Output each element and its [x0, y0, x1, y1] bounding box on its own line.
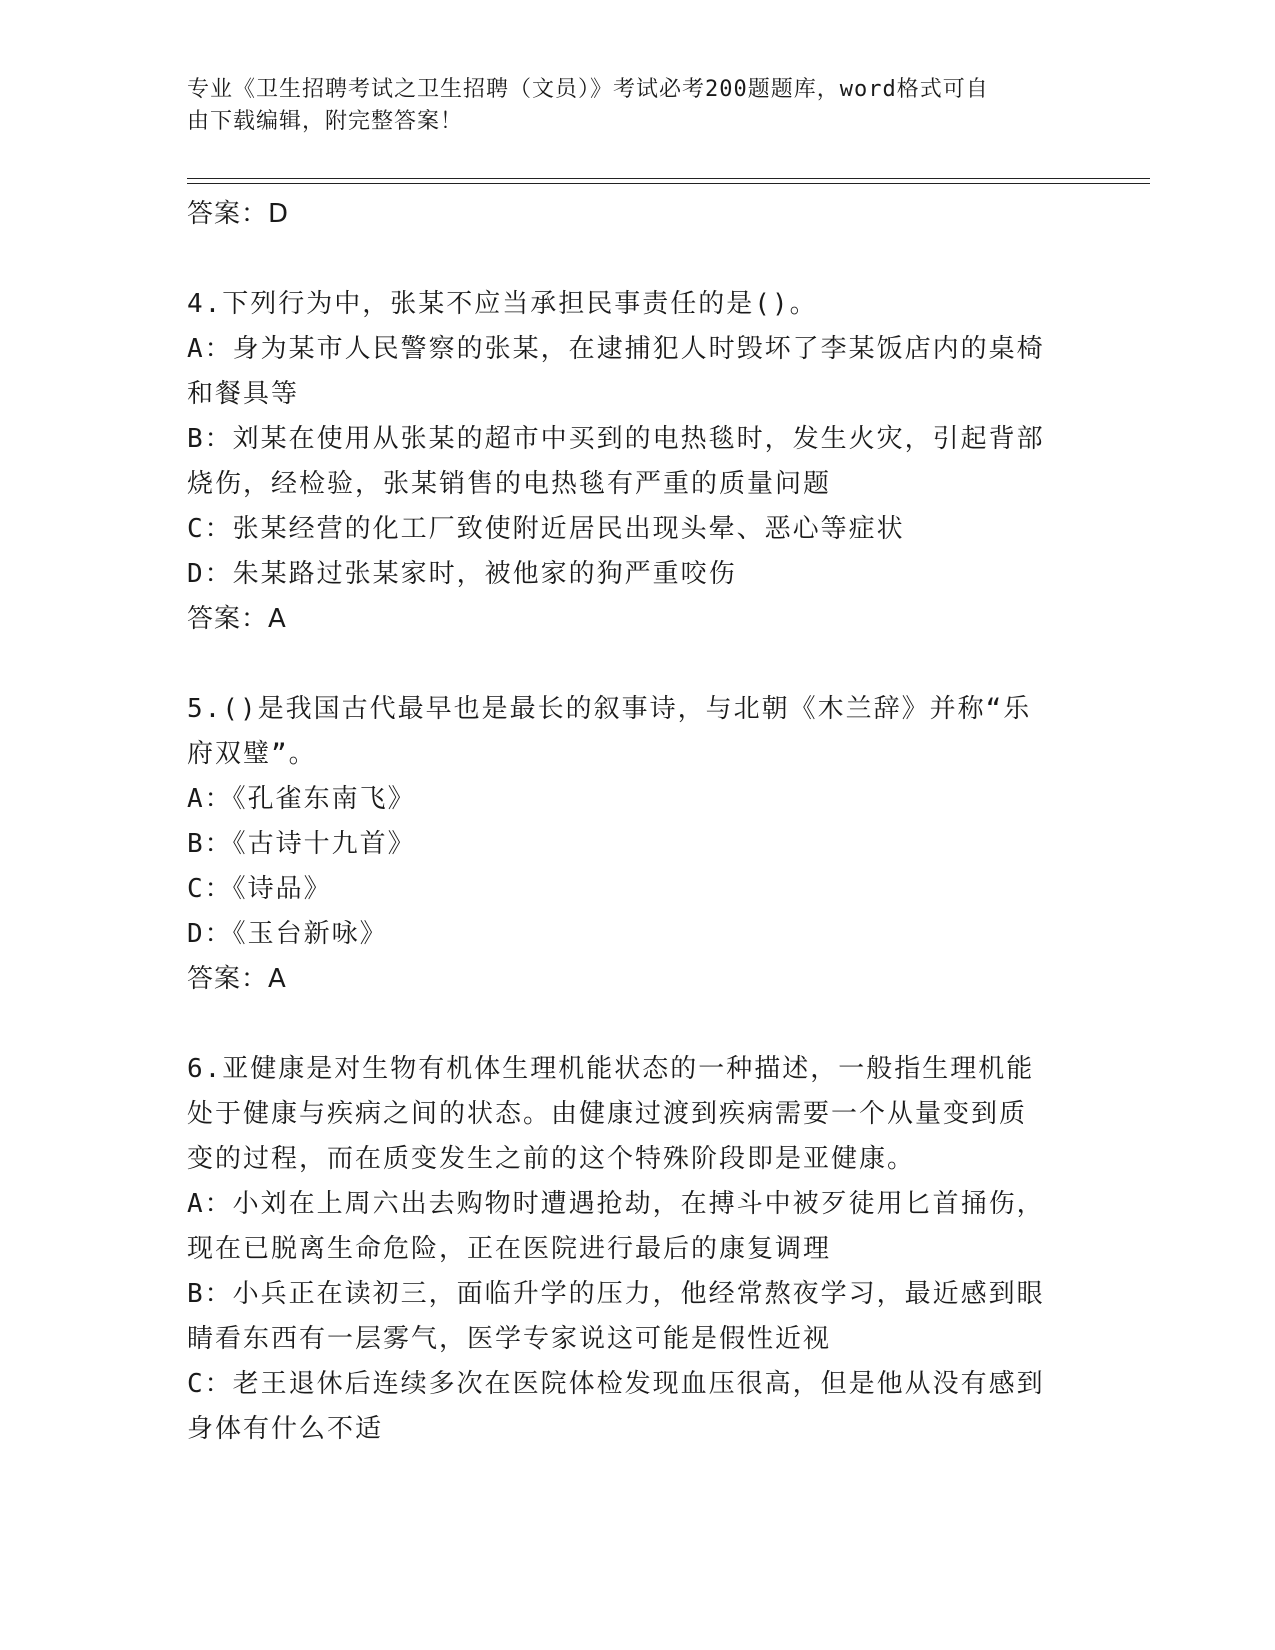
question-6-stem-cont-2: 变的过程，而在质变发生之前的这个特殊阶段即是亚健康。: [187, 1144, 916, 1174]
header-line-1: 专业《卫生招聘考试之卫生招聘（文员）》考试必考200题题库，word格式可自: [187, 77, 989, 102]
question-4-answer: 答案：A: [187, 604, 287, 634]
question-4: [187, 282, 1087, 642]
question-6-stem-cont-1: 处于健康与疾病之间的状态。由健康过渡到疾病需要一个从量变到质: [187, 1099, 1028, 1129]
question-5: [187, 687, 1087, 1002]
question-4-option-a-cont: 和餐具等: [187, 379, 300, 409]
question-5-option-a: A：《孔雀东南飞》: [187, 784, 416, 814]
question-6-option-c-cont: 身体有什么不适: [187, 1414, 384, 1444]
question-4-option-b: B：刘某在使用从张某的超市中买到的电热毯时，发生火灾，引起背部: [187, 424, 1045, 454]
question-6-option-a: A：小刘在上周六出去购物时遭遇抢劫，在搏斗中被歹徒用匕首捅伤，: [187, 1189, 1045, 1219]
question-6: [187, 1047, 1087, 1452]
question-5-option-c: C：《诗品》: [187, 874, 332, 904]
question-4-option-b-cont: 烧伤，经检验，张某销售的电热毯有严重的质量问题: [187, 469, 832, 499]
question-6-stem: 6.亚健康是对生物有机体生理机能状态的一种描述，一般指生理机能: [187, 1054, 1035, 1084]
question-4-stem: 4.下列行为中，张某不应当承担民事责任的是()。: [187, 289, 818, 319]
question-5-answer: 答案：A: [187, 964, 287, 994]
question-body: [187, 192, 1087, 1452]
question-5-stem-cont: 府双璧”。: [187, 739, 317, 769]
question-6-option-c: C：老王退休后连续多次在医院体检发现血压很高，但是他从没有感到: [187, 1369, 1045, 1399]
question-4-option-c: C：张某经营的化工厂致使附近居民出现头晕、恶心等症状: [187, 514, 905, 544]
question-6-option-b: B：小兵正在读初三，面临升学的压力，他经常熬夜学习，最近感到眼: [187, 1279, 1045, 1309]
question-6-option-a-cont: 现在已脱离生命危险，正在医院进行最后的康复调理: [187, 1234, 832, 1264]
question-5-option-d: D：《玉台新咏》: [187, 919, 388, 949]
question-6-option-b-cont: 睛看东西有一层雾气，医学专家说这可能是假性近视: [187, 1324, 832, 1354]
document-header: [187, 74, 1087, 138]
previous-answer: 答案：D: [187, 199, 290, 229]
header-line-2: 由下载编辑，附完整答案！: [187, 109, 464, 134]
question-5-option-b: B：《古诗十九首》: [187, 829, 416, 859]
question-5-stem: 5.()是我国古代最早也是最长的叙事诗，与北朝《木兰辞》并称“乐: [187, 694, 1032, 724]
header-divider-top: [187, 178, 1150, 179]
question-4-option-a: A：身为某市人民警察的张某，在逮捕犯人时毁坏了李某饭店内的桌椅: [187, 334, 1045, 364]
header-divider-bottom: [187, 183, 1150, 184]
question-4-option-d: D：朱某路过张某家时，被他家的狗严重咬伤: [187, 559, 737, 589]
